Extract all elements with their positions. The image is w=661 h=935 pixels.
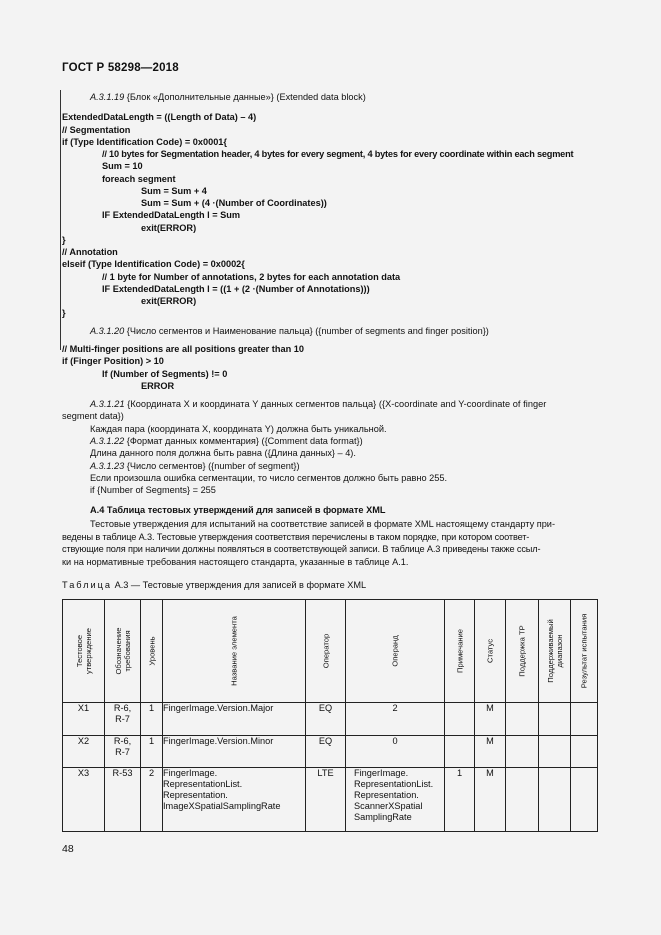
section-a3122 [90,435,363,447]
cell-operand: 2 [346,703,445,736]
section-a4-heading: A.4 Таблица тестовых утверждений для записей в формате XML [90,505,386,515]
section-text: Если произошла ошибка сегментации, то число сегментов должно быть равно 255. [90,473,448,483]
cell-element-name: FingerImage. RepresentationList. Representation. ImageXSpatialSamplingRate [163,768,306,832]
code-line: if (Finger Position) > 10 [62,356,164,366]
cell-level: 2 [141,768,163,832]
section-number: A.3.1.22 [90,436,125,446]
code-line: // 1 byte for Number of annotations, 2 bytes for each annotation data [102,272,401,282]
cell-req: R-6, R-7 [105,703,141,736]
table-row [63,703,598,736]
section-a3119-title [90,91,366,103]
section-a3120 [90,325,489,337]
code-line: if (Type Identification Code) = 0x0001{ [62,137,227,147]
cell-result [571,768,598,832]
cell-req: R-6, R-7 [105,736,141,768]
code-line: IF ExtendedDataLength l = ((1 + (2 ·(Number of Annotations))) [102,284,370,294]
cell-range [539,703,571,736]
section-text: {Координата X и координата Y данных сегментов пальца} ({X-coordinate and Y-coordinate of finger [127,399,547,409]
code-line: IF ExtendedDataLength l = Sum [102,210,241,220]
cell-element-name: FingerImage.Version.Major [163,703,306,736]
col-header: Обозначение требования [105,600,141,703]
cell-id: X3 [63,768,105,832]
col-header: Статус [475,600,506,703]
caption-text: А.3 — Тестовые утверждения для записей в формате XML [114,580,367,590]
cell-level: 1 [141,703,163,736]
code-line: ERROR [141,381,175,391]
code-line: If (Number of Segments) != 0 [102,369,228,379]
section-number: A.3.1.23 [90,461,125,471]
code-line: elseif (Type Identification Code) = 0x0002{ [62,259,245,269]
code-line: // Segmentation [62,125,131,135]
cell-note [445,736,475,768]
section-number: A.3.1.21 [90,399,125,409]
col-header: Примечание [445,600,475,703]
paragraph-line: ствующие поля при наличии должны появляться в соответствующей записи. В таблице А.3 приведены также ссыл- [62,544,541,554]
table-row [63,736,598,768]
cell-note: 1 [445,768,475,832]
cell-status: M [475,736,506,768]
cell-note [445,703,475,736]
table-header-row [63,600,598,703]
cell-range [539,736,571,768]
code-line: Sum = Sum + 4 [141,186,207,196]
section-text: if {Number of Segments} = 255 [90,485,216,495]
code-line: exit(ERROR) [141,223,197,233]
cell-element-name: FingerImage.Version.Minor [163,736,306,768]
code-line: exit(ERROR) [141,296,197,306]
paragraph-line: ведены в таблице А.3. Тестовые утверждения соответствия перечислены в таком порядке, при котором соответ- [62,532,530,542]
cell-result [571,736,598,768]
cell-status: M [475,768,506,832]
cell-range [539,768,571,832]
col-header: Уровень [141,600,163,703]
table-row [63,768,598,832]
section-number: A.3.1.20 [90,326,125,336]
section-a3121 [90,398,599,410]
code-line: } [62,308,66,318]
code-line: ExtendedDataLength = ((Length of Data) – 4) [62,112,257,122]
cell-operator: EQ [306,703,346,736]
paragraph-line: ки на нормативные требования настоящего стандарта, указанные в таблице А.1. [62,557,409,567]
cell-operand: 0 [346,736,445,768]
cell-tp [506,703,539,736]
col-header: Название элемента [163,600,306,703]
cell-id: X2 [63,736,105,768]
section-number: A.3.1.19 [90,92,125,102]
col-header: Операнд [346,600,445,703]
standard-header: ГОСТ Р 58298—2018 [62,62,179,74]
cell-level: 1 [141,736,163,768]
change-bar [60,90,61,350]
cell-operand: FingerImage. RepresentationList. Representation. ScannerXSpatial SamplingRate [346,768,445,832]
section-text: Каждая пара (координата X, координата Y) должна быть уникальной. [90,424,387,434]
cell-req: R-53 [105,768,141,832]
cell-tp [506,768,539,832]
section-text-cont: segment data}) [62,411,124,421]
col-header: Тестовое утверждение [63,600,105,703]
code-line: Sum = Sum + (4 ·(Number of Coordinates)) [141,198,327,208]
col-header: Результат испытания [571,600,598,703]
cell-result [571,703,598,736]
cell-status: M [475,703,506,736]
section-text: {Формат данных комментария} ({Comment data format}) [126,436,363,446]
cell-operator: LTE [306,768,346,832]
cell-tp [506,736,539,768]
col-header: Оператор [306,600,346,703]
cell-id: X1 [63,703,105,736]
code-line: // Annotation [62,247,118,257]
code-line: } [62,235,66,245]
section-text: Длина данного поля должна быть равна ({Длина данных} – 4). [90,448,356,458]
col-header: Поддерживаемый диапазон [539,600,571,703]
section-text: {Число сегментов} ({number of segment}) [126,461,300,471]
col-header: Поддержка ТР [506,600,539,703]
table-caption [62,580,366,590]
code-line: // 10 bytes for Segmentation header, 4 bytes for every segment, 4 bytes for every coordinate within each segment [102,149,574,159]
code-line: foreach segment [102,174,176,184]
section-text: {Число сегментов и Наименование пальца} ({number of segments and finger position}) [126,326,489,336]
test-assertions-table [62,599,598,832]
section-text: {Блок «Дополнительные данные»} (Extended data block) [126,92,366,102]
page-number: 48 [62,843,74,855]
cell-operator: EQ [306,736,346,768]
caption-word: Таблица [62,580,113,590]
code-line: // Multi-finger positions are all positions greater than 10 [62,344,304,354]
section-a3123 [90,460,300,472]
paragraph-line: Тестовые утверждения для испытаний на соответствие записей в формате XML настоящему стандарту при- [90,519,556,529]
code-line: Sum = 10 [102,161,143,171]
